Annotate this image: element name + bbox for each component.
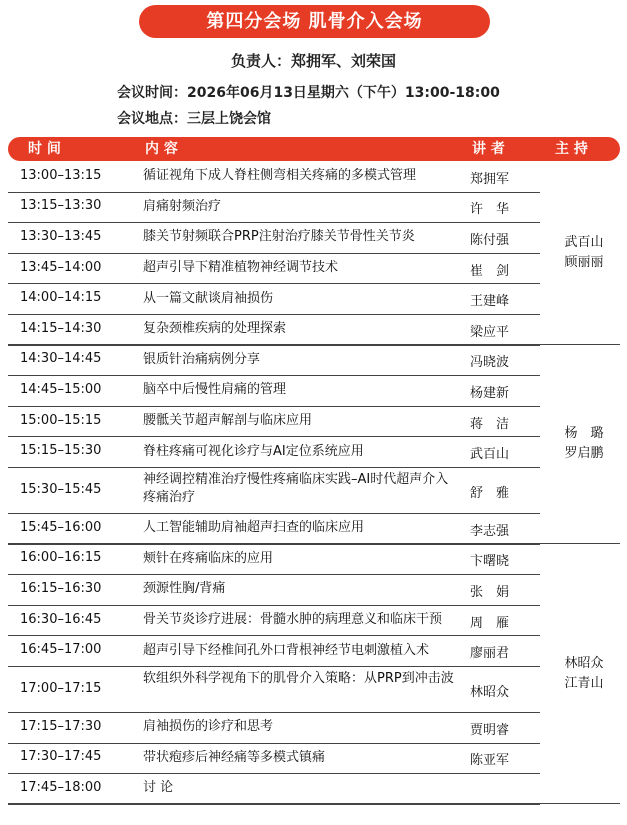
session-hosts bbox=[548, 424, 620, 464]
row-speaker: 武百山 bbox=[470, 447, 510, 463]
row-time: 14:00–14:15 bbox=[20, 290, 102, 306]
row-time: 15:30–15:45 bbox=[20, 481, 102, 497]
session-hosts bbox=[548, 233, 620, 273]
row-time: 17:30–17:45 bbox=[20, 749, 102, 765]
row-content: 软组织外科学视角下的肌骨介入策略：从PRP到冲击波 bbox=[143, 671, 454, 686]
row-time: 17:00–17:15 bbox=[20, 680, 102, 696]
row-time: 14:45–15:00 bbox=[20, 381, 102, 397]
host-name: 杨 璐 bbox=[564, 426, 604, 442]
table-row bbox=[8, 467, 540, 514]
table-row bbox=[8, 574, 540, 606]
host-name: 顾丽丽 bbox=[564, 254, 604, 270]
row-content: 腰骶关节超声解剖与临床应用 bbox=[143, 413, 313, 429]
row-speaker: 陈付强 bbox=[470, 232, 510, 248]
table-row bbox=[8, 712, 540, 744]
header-speaker: 讲 者 bbox=[472, 141, 505, 157]
table-row bbox=[8, 161, 540, 193]
row-speaker: 崔 剑 bbox=[470, 263, 510, 279]
row-time: 14:15–14:30 bbox=[20, 320, 102, 336]
row-time: 16:45–17:00 bbox=[20, 642, 102, 658]
row-speaker: 林昭众 bbox=[470, 684, 510, 700]
row-time: 15:00–15:15 bbox=[20, 412, 102, 428]
session-hosts bbox=[548, 654, 620, 694]
row-content: 超声引导下经椎间孔外口背根神经节电刺激植入术 bbox=[143, 642, 430, 658]
row-content: 膝关节射频联合PRP注射治疗膝关节骨性关节炎 bbox=[143, 229, 415, 245]
table-row bbox=[8, 406, 540, 438]
meeting-time: 会议时间：2026年06月13日星期六（下午）13:00-18:00 bbox=[117, 85, 500, 101]
row-speaker: 李志强 bbox=[470, 523, 510, 539]
table-row bbox=[8, 436, 540, 468]
table-header bbox=[8, 137, 620, 161]
row-time: 13:00–13:15 bbox=[20, 167, 102, 183]
row-speaker: 梁应平 bbox=[470, 324, 510, 340]
table-row bbox=[8, 743, 540, 775]
row-time: 16:15–16:30 bbox=[20, 580, 102, 596]
row-speaker: 陈亚军 bbox=[470, 753, 510, 769]
row-content: 讨 论 bbox=[143, 780, 174, 796]
row-speaker: 许 华 bbox=[470, 202, 510, 218]
row-time: 16:30–16:45 bbox=[20, 611, 102, 627]
table-row bbox=[8, 222, 540, 254]
row-content: 带状疱疹后神经痛等多模式镇痛 bbox=[143, 749, 326, 765]
row-content: 颊针在疼痛临床的应用 bbox=[143, 550, 274, 566]
row-content: 从一篇文献谈肩袖损伤 bbox=[143, 290, 274, 306]
row-time: 13:45–14:00 bbox=[20, 259, 102, 275]
header-host: 主 持 bbox=[555, 141, 588, 157]
row-content: 骨关节炎诊疗进展：骨髓水肿的病理意义和临床干预 bbox=[143, 612, 443, 628]
host-name: 武百山 bbox=[564, 234, 604, 250]
responsible-persons: 负责人：郑拥军、刘荣国 bbox=[230, 52, 396, 70]
row-content: 超声引导下精准植物神经调节技术 bbox=[143, 260, 339, 276]
row-content: 脑卒中后慢性肩痛的管理 bbox=[143, 382, 287, 398]
row-speaker: 王建峰 bbox=[470, 294, 510, 310]
row-content: 循证视角下成人脊柱侧弯相关疼痛的多模式管理 bbox=[143, 168, 417, 184]
row-time: 13:15–13:30 bbox=[20, 198, 102, 214]
meeting-place: 会议地点：三层上饶会馆 bbox=[117, 111, 271, 127]
table-row bbox=[8, 283, 540, 315]
row-speaker: 张 娟 bbox=[470, 584, 510, 600]
row-content: 颈源性胸/背痛 bbox=[143, 581, 226, 597]
header-content: 内 容 bbox=[145, 141, 178, 157]
host-name: 江青山 bbox=[564, 675, 604, 691]
row-time: 15:45–16:00 bbox=[20, 519, 102, 535]
table-row bbox=[8, 605, 540, 637]
row-time: 17:45–18:00 bbox=[20, 779, 102, 795]
row-time: 15:15–15:30 bbox=[20, 443, 102, 459]
session-banner: 第四分会场 肌骨介入会场 bbox=[139, 5, 490, 38]
row-content: 人工智能辅助肩袖超声扫查的临床应用 bbox=[143, 520, 365, 536]
table-row bbox=[8, 253, 540, 285]
table-row bbox=[8, 314, 540, 346]
row-speaker: 周 雁 bbox=[470, 615, 510, 631]
row-time: 14:30–14:45 bbox=[20, 351, 102, 367]
table-row bbox=[8, 666, 540, 713]
header-time: 时 间 bbox=[28, 141, 61, 157]
row-time: 13:30–13:45 bbox=[20, 228, 102, 244]
row-speaker: 卞曙晓 bbox=[470, 554, 510, 570]
row-content: 银质针治痛病例分享 bbox=[143, 351, 261, 367]
row-content: 肩痛射频治疗 bbox=[143, 198, 222, 214]
table-row bbox=[8, 345, 540, 377]
host-name: 林昭众 bbox=[564, 655, 604, 671]
group-divider bbox=[8, 803, 620, 804]
row-content: 肩袖损伤的诊疗和思考 bbox=[143, 719, 274, 735]
host-name: 罗启鹏 bbox=[564, 446, 604, 462]
table-row bbox=[8, 513, 540, 545]
table-row bbox=[8, 773, 540, 805]
row-speaker: 杨建新 bbox=[470, 385, 510, 401]
table-row bbox=[8, 544, 540, 576]
row-time: 16:00–16:15 bbox=[20, 550, 102, 566]
row-speaker: 廖丽君 bbox=[470, 646, 510, 662]
row-speaker: 蒋 洁 bbox=[470, 416, 510, 432]
table-row bbox=[8, 192, 540, 224]
row-content: 神经调控精准治疗慢性疼痛临床实践–AI时代超声介入疼痛治疗 bbox=[143, 472, 449, 505]
row-time: 17:15–17:30 bbox=[20, 718, 102, 734]
row-content: 脊柱疼痛可视化诊疗与AI定位系统应用 bbox=[143, 443, 364, 459]
row-speaker: 舒 雅 bbox=[470, 485, 510, 501]
row-content: 复杂颈椎疾病的处理探索 bbox=[143, 321, 287, 337]
row-speaker: 贾明睿 bbox=[470, 722, 510, 738]
row-speaker: 郑拥军 bbox=[470, 171, 510, 187]
table-row bbox=[8, 375, 540, 407]
row-speaker: 冯晓波 bbox=[470, 355, 510, 371]
table-row bbox=[8, 635, 540, 667]
